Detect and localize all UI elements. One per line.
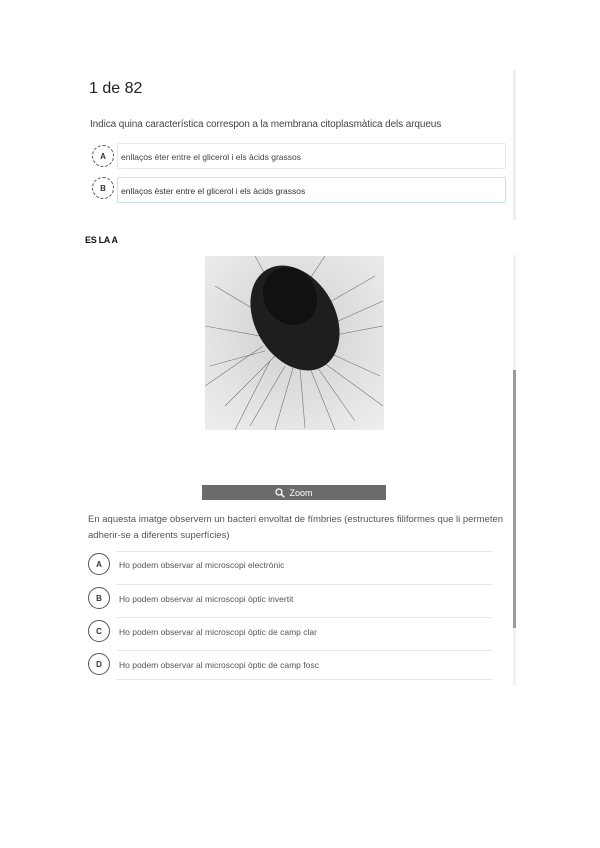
- option-d-letter: D: [96, 659, 102, 669]
- divider: [117, 650, 492, 651]
- option-b-letter: B: [96, 593, 102, 603]
- bacterium-micrograph: [205, 256, 384, 430]
- option-b-circle[interactable]: [88, 587, 110, 609]
- q1-option-b-label: enllaços èster entre el glicerol i els àcids grassos: [121, 186, 306, 196]
- zoom-label: Zoom: [289, 487, 313, 498]
- divider: [117, 551, 492, 552]
- question-number: 1: [89, 80, 98, 97]
- option-d-circle[interactable]: [88, 653, 110, 675]
- q2-option-d-label[interactable]: Ho podem observar al microscopi òptic de camp fosc: [119, 660, 319, 670]
- q2-option-b-label[interactable]: Ho podem observar al microscopi òptic invertit: [119, 594, 294, 604]
- scrollbar-thumb[interactable]: [513, 370, 516, 628]
- divider: [117, 679, 492, 680]
- option-a-circle[interactable]: [92, 145, 114, 167]
- answer-note: ES LA A: [85, 235, 118, 245]
- question-1-text: Indica quina característica correspon a la membrana citoplasmàtica dels arqueus: [90, 119, 442, 130]
- option-a-letter: A: [96, 559, 102, 569]
- question-counter: [89, 80, 142, 98]
- divider: [117, 584, 492, 585]
- question-total: de 82: [102, 80, 143, 97]
- option-c-circle[interactable]: [88, 620, 110, 642]
- zoom-button[interactable]: [202, 485, 386, 500]
- option-a-circle[interactable]: [88, 553, 110, 575]
- question-2-text: En aquesta imatge observem un bacteri envoltat de fímbries (estructures filiformes que li permeten adherir-se a diferents superfícies): [88, 514, 504, 541]
- option-c-letter: C: [96, 626, 102, 636]
- option-b-circle[interactable]: [92, 177, 114, 199]
- card-scrollbar-track: [513, 70, 516, 220]
- q2-option-c-label[interactable]: Ho podem observar al microscopi òptic de camp clar: [119, 627, 317, 637]
- option-a-letter: A: [100, 151, 106, 161]
- option-b-letter: B: [100, 183, 106, 193]
- q2-option-a-label[interactable]: Ho podem observar al microscopi electrònic: [119, 560, 285, 570]
- q1-option-a-label: enllaços èter entre el glicerol i els àcids grassos: [121, 152, 302, 162]
- divider: [117, 617, 492, 618]
- magnifier-icon: [275, 488, 285, 498]
